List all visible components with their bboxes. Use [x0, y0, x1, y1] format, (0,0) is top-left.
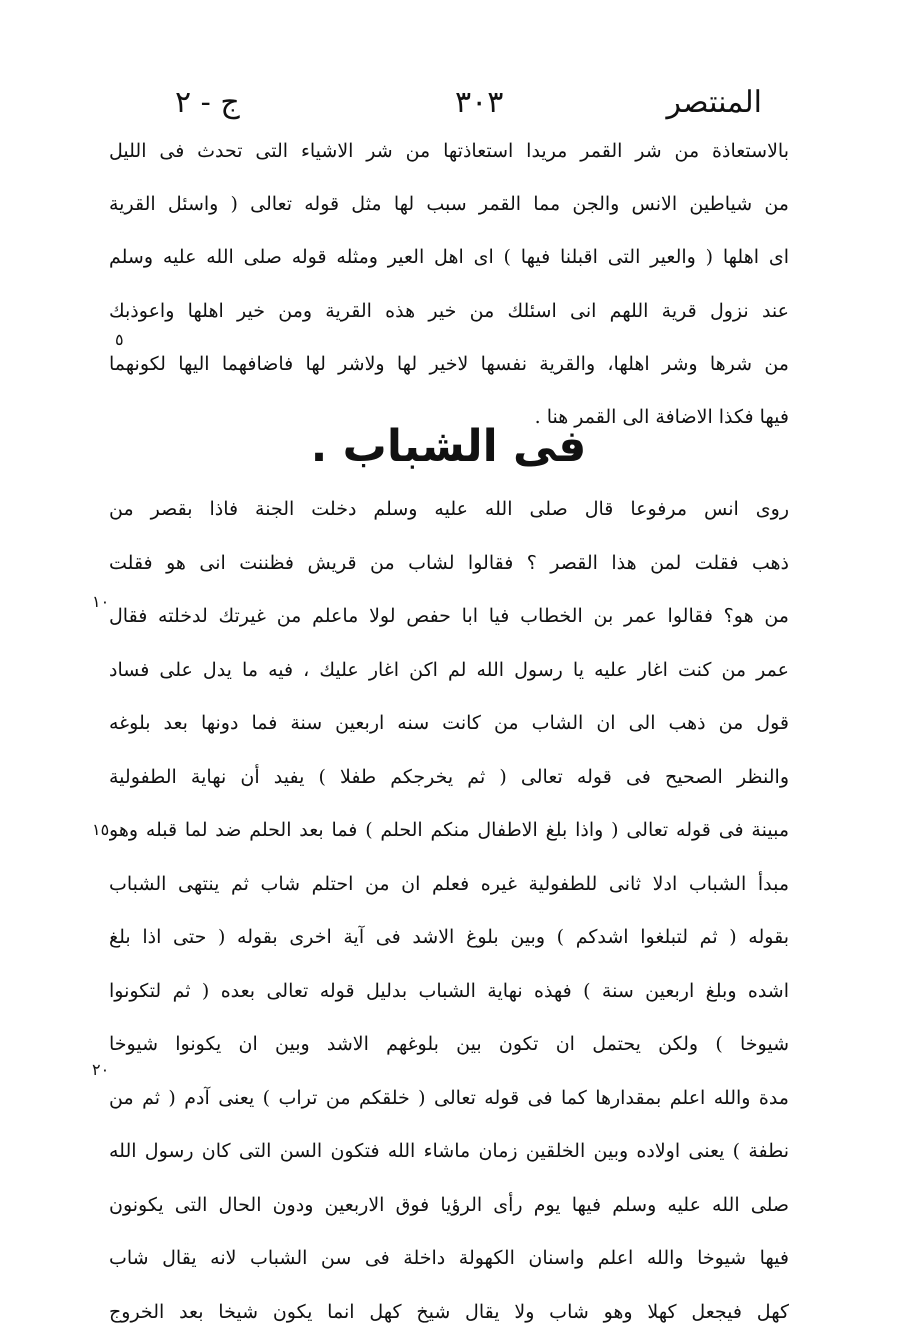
line-number-5: ٥ — [115, 330, 124, 349]
text-line: اى اهلها ( والعير التى اقبلنا فيها ) اى اهل العير ومثله قوله صلى الله عليه وسلم — [109, 246, 789, 269]
line-number-10: ١٠ — [92, 592, 110, 611]
text-line: نطفة ) يعنى اولاده وبين الخلقين زمان ماشاء الله فتكون السن التى كان رسول الله — [109, 1140, 789, 1162]
text-line: من شرها وشر اهلها، والقرية نفسها لاخير لها ولاشر لها فاضافهما اليها لكونهما — [109, 352, 789, 375]
text-line: مدة والله اعلم بمقدارها كما فى قوله تعالى ( خلقكم من تراب ) يعنى آدم ( ثم من — [109, 1086, 789, 1109]
paragraph-2 — [109, 483, 789, 1339]
text-line: من شياطين الانس والجن مما القمر سبب لها مثل قوله تعالى ( واسئل القرية — [109, 193, 789, 216]
line-number-15: ١٥ — [92, 820, 110, 839]
text-line: من هو؟ فقالوا عمر بن الخطاب فيا ابا حفص لولا ماعلم من غيرتك لدخلته فقال — [109, 605, 789, 627]
page-number: ٣٠٣ — [455, 85, 504, 120]
text-line: روى انس مرفوعا قال صلى الله عليه وسلم دخلت الجنة فاذا بقصر من — [109, 498, 789, 520]
text-line: والنظر الصحيح فى قوله تعالى ( ثم يخرجكم طفلا ) يفيد أن نهاية الطفولية — [109, 765, 789, 788]
text-line: شيوخا ) ولكن يحتمل ان تكون بين بلوغهم الاشد وبين ان يكونوا شيوخا — [109, 1033, 789, 1055]
book-title: المنتصر — [666, 85, 762, 120]
text-line: بالاستعاذة من شر القمر مريدا استعاذتها من شر الاشياء التى تحدث فى الليل — [109, 140, 789, 162]
text-line: صلى الله عليه وسلم فيها يوم رأى الرؤيا فوق الاربعين ودون الحال التى يكونون — [109, 1193, 789, 1216]
section-heading: فى الشباب . — [310, 421, 587, 472]
text-line: قول من ذهب الى ان الشاب من كانت سنه اربعين سنة فما دونها بعد بلوغه — [109, 712, 789, 734]
paragraph-1 — [109, 125, 789, 444]
text-line: عند نزول قرية اللهم انى اسئلك من خير هذه القرية ومن خير اهلها واعوذبك — [109, 299, 789, 322]
text-line: كهل فيجعل كهلا وهو شاب ولا يقال شيخ كهل انما يكون شيخا بعد الخروج — [109, 1300, 789, 1323]
text-line: فيها فكذا الاضافة الى القمر هنا . — [534, 405, 789, 428]
text-line: مبدأ الشباب ادلا ثانى للطفولية غيره فعلم ان من احتلم شاب ثم ينتهى الشباب — [109, 872, 789, 895]
text-line: فيها شيوخا والله اعلم واسنان الكهولة داخلة فى سن الشباب لانه يقال شاب — [109, 1247, 789, 1269]
text-line: ذهب فقلت لمن هذا القصر ؟ فقالوا لشاب من قريش فظننت انى هو فقلت — [109, 551, 789, 574]
volume-label: ج - ٢ — [175, 85, 240, 120]
line-number-20: ٢٠ — [92, 1060, 110, 1079]
text-line: عمر من كنت اغار عليه يا رسول الله لم اكن اغار عليك ، فيه ما يدل على فساد — [109, 658, 789, 681]
text-line: مبينة فى قوله تعالى ( واذا بلغ الاطفال منكم الحلم ) فما بعد الحلم ضد لما قبله وهو — [109, 819, 789, 841]
text-line: بقوله ( ثم لتبلغوا اشدكم ) وبين بلوغ الاشد فى آية اخرى بقوله ( حتى اذا بلغ — [109, 926, 789, 948]
page-header — [0, 78, 897, 128]
text-line: اشده وبلغ اربعين سنة ) فهذه نهاية الشباب بدليل قوله تعالى بعده ( ثم لتكونوا — [109, 979, 789, 1002]
